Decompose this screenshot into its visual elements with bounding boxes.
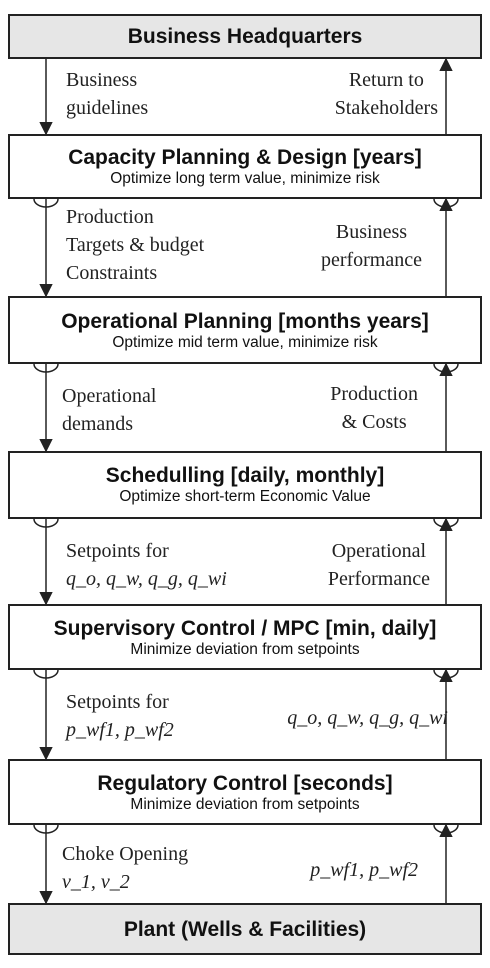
level-subtitle: Optimize short-term Economic Value	[119, 488, 371, 505]
level-title: Plant (Wells & Facilities)	[123, 918, 367, 941]
level-business-headquarters	[8, 14, 482, 59]
level-title: Supervisory Control / MPC [min, daily]	[53, 617, 437, 640]
level-title: Capacity Planning & Design [years]	[68, 146, 422, 169]
down-flow-label-4: Setpoints for q_o, q_w, q_g, q_wi	[66, 537, 227, 593]
level-regulatory-control	[8, 759, 482, 825]
level-subtitle: Minimize deviation from setpoints	[130, 641, 360, 658]
level-subtitle: Optimize mid term value, minimize risk	[112, 334, 378, 351]
choke-openings: v_1, v_2	[62, 871, 130, 893]
level-supervisory-control	[8, 604, 482, 670]
up-flow-label-1: Return to Stakeholders	[334, 69, 438, 119]
down-flow-label-5: Setpoints for p_wf1, p_wf2	[66, 688, 174, 744]
level-title: Regulatory Control [seconds]	[97, 772, 393, 795]
flow-rate-setpoints: q_o, q_w, q_g, q_wi	[66, 568, 227, 590]
level-title: Business Headquarters	[127, 25, 363, 48]
pressure-setpoints: p_wf1, p_wf2	[66, 719, 174, 741]
up-flow-label-5: q_o, q_w, q_g, q_wi	[287, 707, 448, 729]
level-subtitle: Optimize long term value, minimize risk	[110, 170, 380, 187]
level-title: Schedulling [daily, monthly]	[105, 464, 385, 487]
down-flow-label-6: Choke Opening v_1, v_2	[62, 840, 188, 896]
level-operational-planning	[8, 296, 482, 364]
up-flow-label-6: p_wf1, p_wf2	[310, 859, 418, 881]
up-flow-label-3: Production & Costs	[330, 383, 418, 433]
level-subtitle: Minimize deviation from setpoints	[130, 796, 360, 813]
level-title: Operational Planning [months years]	[61, 310, 429, 333]
up-flow-label-2: Business performance	[320, 221, 422, 271]
up-flow-label-4: Operational Performance	[327, 540, 430, 590]
level-scheduling	[8, 451, 482, 519]
level-capacity-planning	[8, 134, 482, 199]
level-plant	[8, 903, 482, 955]
down-flow-label-3: Operational demands	[62, 385, 157, 435]
down-flow-label-1: Business guidelines	[66, 69, 149, 119]
down-flow-label-2: Production Targets & budget Constraints	[66, 206, 205, 284]
